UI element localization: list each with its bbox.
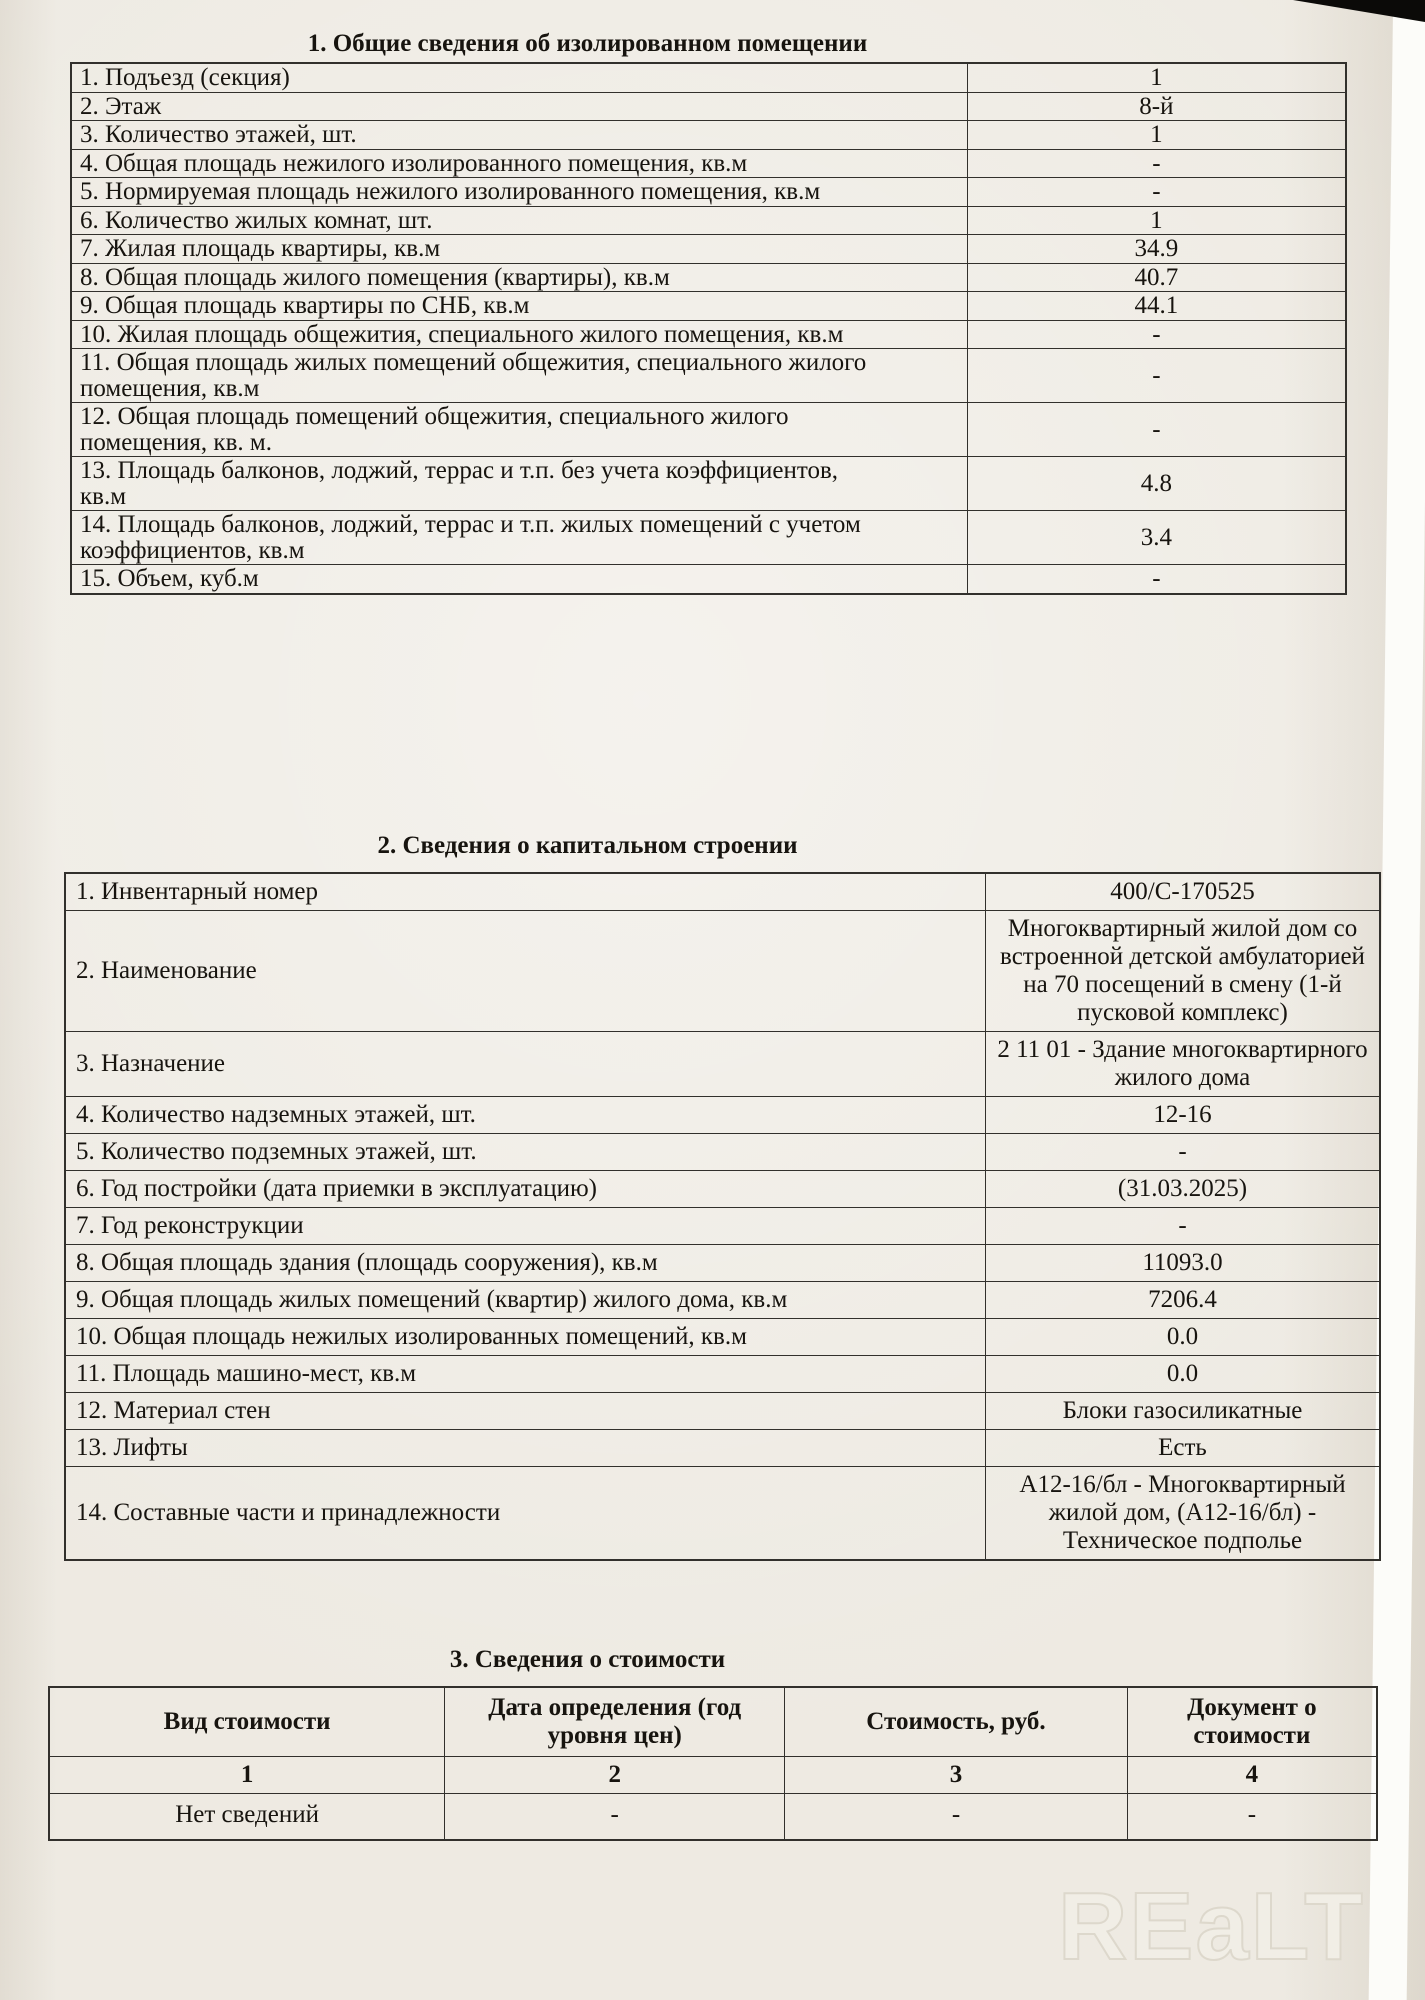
table-row: [71, 178, 1346, 207]
table-row: [65, 1282, 1380, 1319]
row-value: 4.8: [967, 457, 1346, 511]
row-label: 6. Год постройки (дата приемки в эксплуатацию): [65, 1171, 986, 1208]
row-label: 13. Площадь балконов, лоджий, террас и т.п. без учета коэффициентов, кв.м: [71, 457, 967, 511]
row-value: -: [986, 1208, 1381, 1245]
row-label: 12. Материал стен: [65, 1393, 986, 1430]
row-value: Есть: [986, 1430, 1381, 1467]
row-value: -: [967, 178, 1346, 207]
table-row: [65, 1134, 1380, 1171]
row-value: -: [967, 349, 1346, 403]
table-row: [71, 149, 1346, 178]
column-number: 1: [49, 1757, 445, 1794]
row-label: 9. Общая площадь квартиры по СНБ, кв.м: [71, 292, 967, 321]
table-row: [71, 92, 1346, 121]
row-label: 3. Количество этажей, шт.: [71, 121, 967, 150]
table-row: [71, 457, 1346, 511]
row-label: 7. Год реконструкции: [65, 1208, 986, 1245]
table-row: [71, 63, 1346, 92]
row-label: 1. Инвентарный номер: [65, 873, 986, 911]
table-row: [65, 911, 1380, 1032]
row-label: 14. Площадь балконов, лоджий, террас и т.п. жилых помещений с учетом коэффициентов, кв.м: [71, 511, 967, 565]
row-value: -: [967, 403, 1346, 457]
row-label: 14. Составные части и принадлежности: [65, 1467, 986, 1561]
column-number: 2: [445, 1757, 785, 1794]
row-value: -: [967, 565, 1346, 594]
row-label: 5. Количество подземных этажей, шт.: [65, 1134, 986, 1171]
row-label: 6. Количество жилых комнат, шт.: [71, 206, 967, 235]
row-value: -: [967, 149, 1346, 178]
row-label: 15. Объем, куб.м: [71, 565, 967, 594]
row-value: 11093.0: [986, 1245, 1381, 1282]
table-row: [49, 1794, 1377, 1841]
table-row: [71, 511, 1346, 565]
table-row: [65, 1245, 1380, 1282]
column-number: 4: [1127, 1757, 1377, 1794]
cell-cost: -: [785, 1794, 1128, 1841]
row-value: 34.9: [967, 235, 1346, 264]
row-label: 11. Площадь машино-мест, кв.м: [65, 1356, 986, 1393]
row-label: 11. Общая площадь жилых помещений общежития, специального жилого помещения, кв.м: [71, 349, 967, 403]
table-row: [71, 235, 1346, 264]
table-row: [71, 121, 1346, 150]
section1-table: [70, 62, 1347, 595]
column-header: Документ о стоимости: [1127, 1687, 1377, 1757]
row-value: (31.03.2025): [986, 1171, 1381, 1208]
row-value: Блоки газосиликатные: [986, 1393, 1381, 1430]
cell-date: -: [445, 1794, 785, 1841]
row-label: 8. Общая площадь здания (площадь сооружения), кв.м: [65, 1245, 986, 1282]
row-value: 1: [967, 63, 1346, 92]
row-value: -: [967, 320, 1346, 349]
row-value: 0.0: [986, 1356, 1381, 1393]
row-label: 2. Этаж: [71, 92, 967, 121]
column-header: Стоимость, руб.: [785, 1687, 1128, 1757]
column-header: Вид стоимости: [49, 1687, 445, 1757]
table-row: [71, 565, 1346, 594]
table-row: [65, 1393, 1380, 1430]
row-label: 2. Наименование: [65, 911, 986, 1032]
column-header: Дата определения (год уровня цен): [445, 1687, 785, 1757]
row-value: 7206.4: [986, 1282, 1381, 1319]
row-value: 1: [967, 121, 1346, 150]
column-number-row: [49, 1757, 1377, 1794]
row-value: -: [986, 1134, 1381, 1171]
row-value: А12-16/бл - Многоквартирный жилой дом, (А12-16/бл) - Техническое подполье: [986, 1467, 1381, 1561]
table-row: [65, 1430, 1380, 1467]
row-value: 1: [967, 206, 1346, 235]
row-label: 13. Лифты: [65, 1430, 986, 1467]
table-row: [65, 1171, 1380, 1208]
row-value: 2 11 01 - Здание многоквартирного жилого дома: [986, 1032, 1381, 1097]
row-label: 9. Общая площадь жилых помещений (квартир) жилого дома, кв.м: [65, 1282, 986, 1319]
table-header-row: [49, 1687, 1377, 1757]
section1-title: 1. Общие сведения об изолированном помещении: [307, 30, 868, 57]
table-row: [65, 1319, 1380, 1356]
row-label: 12. Общая площадь помещений общежития, специального жилого помещения, кв. м.: [71, 403, 967, 457]
row-label: 10. Общая площадь нежилых изолированных помещений, кв.м: [65, 1319, 986, 1356]
row-label: 4. Общая площадь нежилого изолированного помещения, кв.м: [71, 149, 967, 178]
row-label: 4. Количество надземных этажей, шт.: [65, 1097, 986, 1134]
table-row: [65, 1032, 1380, 1097]
row-value: 40.7: [967, 263, 1346, 292]
row-label: 5. Нормируемая площадь нежилого изолированного помещения, кв.м: [71, 178, 967, 207]
table-row: [71, 206, 1346, 235]
row-label: 10. Жилая площадь общежития, специального жилого помещения, кв.м: [71, 320, 967, 349]
table-row: [65, 1356, 1380, 1393]
table-row: [65, 1097, 1380, 1134]
row-value: 3.4: [967, 511, 1346, 565]
table-row: [65, 1208, 1380, 1245]
table-row: [71, 403, 1346, 457]
section2-table: [64, 872, 1381, 1561]
table-row: [71, 349, 1346, 403]
row-label: 3. Назначение: [65, 1032, 986, 1097]
column-number: 3: [785, 1757, 1128, 1794]
row-label: 1. Подъезд (секция): [71, 63, 967, 92]
cell-kind: Нет сведений: [49, 1794, 445, 1841]
section2-title: 2. Сведения о капитальном строении: [377, 832, 798, 859]
realt-watermark: REaLT: [1058, 1873, 1365, 1980]
section3-title: 3. Сведения о стоимости: [449, 1646, 726, 1673]
table-row: [71, 292, 1346, 321]
row-value: 0.0: [986, 1319, 1381, 1356]
row-value: 12-16: [986, 1097, 1381, 1134]
section3-table: [48, 1686, 1378, 1841]
table-row: [71, 263, 1346, 292]
table-row: [65, 873, 1380, 911]
row-value: 400/С-170525: [986, 873, 1381, 911]
row-label: 7. Жилая площадь квартиры, кв.м: [71, 235, 967, 264]
row-value: 44.1: [967, 292, 1346, 321]
row-value: Многоквартирный жилой дом со встроенной детской амбулаторией на 70 посещений в смену (1-й пусковой комплекс): [986, 911, 1381, 1032]
row-value: 8-й: [967, 92, 1346, 121]
table-row: [71, 320, 1346, 349]
table-row: [65, 1467, 1380, 1561]
row-label: 8. Общая площадь жилого помещения (квартиры), кв.м: [71, 263, 967, 292]
cell-doc: -: [1127, 1794, 1377, 1841]
